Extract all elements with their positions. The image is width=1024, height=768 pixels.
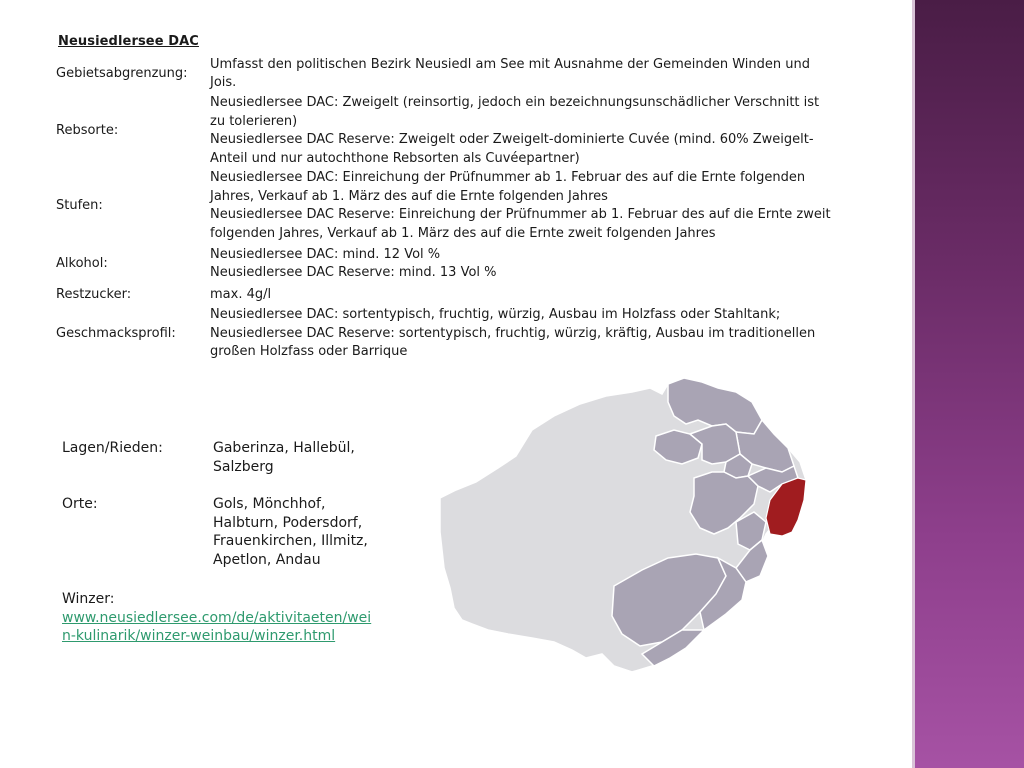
table-row [56,168,856,244]
lagen-label: Lagen/Rieden: [62,440,163,456]
value-line: Halbturn, Podersdorf, [213,514,363,531]
row-label: Geschmacksprofil: [56,325,176,341]
value-line: Neusiedlersee DAC: mind. 12 Vol % [210,246,441,262]
value-line: Neusiedlersee DAC: Zweigelt (reinsortig, jedoch ein bezeichnungsunschädlicher Verschnitt ist [210,95,820,110]
row-label: Restzucker: [56,286,132,302]
value-line: Neusiedlersee DAC Reserve: Einreichung der Prüfnummer ab 1. Februar des auf die Ernte zweit [210,207,831,222]
table-row [56,306,856,362]
row-value [210,284,856,306]
spec-table [56,54,856,362]
row-value [210,244,856,284]
value-line: Jahres, Verkauf ab 1. März des auf die Ernte folgenden Jahres [210,188,608,204]
row-value [210,306,856,362]
winzer-section [62,590,402,646]
orte-label: Orte: [62,496,98,512]
value-line: Gaberinza, Hallebül, [213,440,355,456]
link-line: www.neusiedlersee.com/de/aktivitaeten/wei [62,609,372,626]
winzer-label: Winzer: [62,591,115,607]
value-line: Salzberg [213,458,274,475]
row-label: Stufen: [56,197,103,213]
winzer-link[interactable] [62,610,371,645]
table-row [56,54,856,94]
table-row [56,244,856,284]
value-line: großen Holzfass oder Barrique [210,344,408,360]
value-line: max. 4g/l [210,286,272,302]
value-line: Jois. [210,75,237,90]
row-value [210,94,856,168]
row-label: Gebietsabgrenzung: [56,65,188,81]
value-line: Neusiedlersee DAC Reserve: Zweigelt oder Zweigelt-dominierte Cuvée (mind. 60% Zweigelt- [210,132,814,147]
decorative-side-bar [912,0,1024,768]
table-row [56,284,856,306]
value-line: Neusiedlersee DAC: Einreichung der Prüfnummer ab 1. Februar des auf die Ernte folgenden [210,170,806,185]
value-line: Frauenkirchen, Illmitz, [213,533,368,549]
row-value [210,168,856,244]
value-line: Gols, Mönchhof, [213,496,326,512]
row-value [210,54,856,94]
austria-region-map [436,372,812,677]
value-line: zu tolerieren) [210,113,298,129]
row-label: Alkohol: [56,255,108,271]
value-line: Apetlon, Andau [213,551,321,568]
value-line: Neusiedlersee DAC Reserve: sortentypisch, fruchtig, würzig, kräftig, Ausbau im traditionellen [210,325,816,341]
page-title: Neusiedlersee DAC [58,34,199,49]
value-line: folgenden Jahres, Verkauf ab 1. März des auf die Ernte zweit folgenden Jahres [210,225,716,241]
value-line: Umfasst den politischen Bezirk Neusiedl am See mit Ausnahme der Gemeinden Winden und [210,56,810,72]
value-line: Neusiedlersee DAC: sortentypisch, fruchtig, würzig, Ausbau im Holzfass oder Stahltank; [210,307,781,323]
row-label: Rebsorte: [56,122,119,138]
value-line: Neusiedlersee DAC Reserve: mind. 13 Vol % [210,265,497,280]
value-line: Anteil und nur autochthone Rebsorten als Cuvéepartner) [210,150,580,166]
orte-value [213,495,393,569]
link-line: n-kulinarik/winzer-weinbau/winzer.html [62,628,336,644]
decorative-side-bar-edge [912,0,915,768]
lagen-value [213,439,393,476]
table-row [56,94,856,168]
